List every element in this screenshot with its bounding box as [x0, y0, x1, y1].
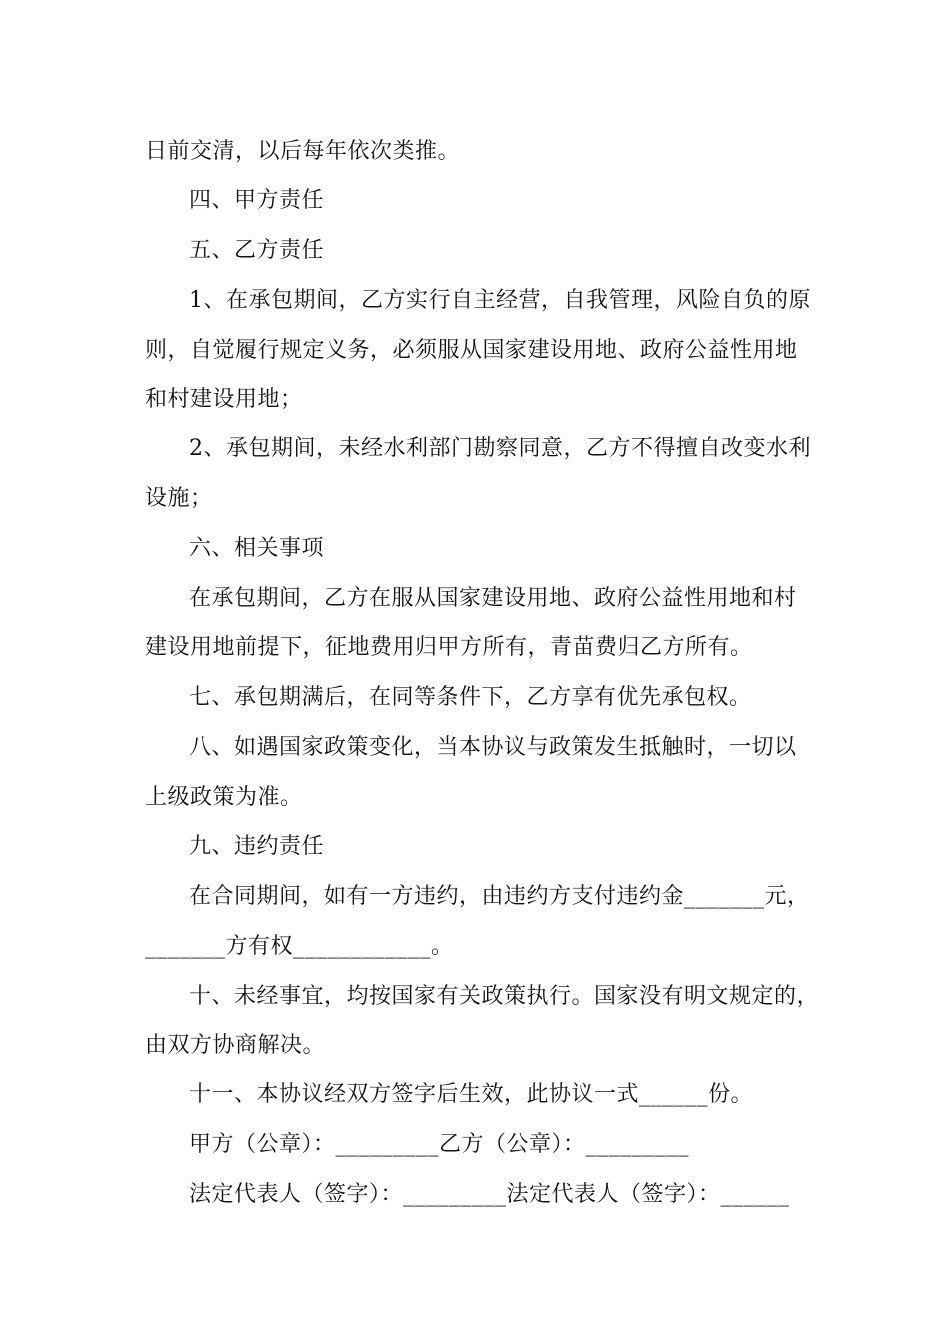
section-heading-7: 七、承包期满后，在同等条件下，乙方享有优先承包权。	[189, 685, 752, 710]
text-line-17: _______方有权____________。	[145, 934, 454, 959]
text-line-1: 日前交清，以后每年依次类推。	[145, 139, 461, 164]
section-heading-11: 十一、本协议经双方签字后生效，此协议一式______份。	[189, 1082, 754, 1107]
text-line-6: 和村建设用地；	[145, 387, 303, 412]
text-line-19: 由双方协商解决。	[145, 1033, 326, 1058]
section-heading-4: 四、甲方责任	[189, 188, 325, 213]
text-line-7: 2、承包期间，未经水利部门勘察同意，乙方不得擅自改变水利	[189, 436, 811, 461]
text-line-16: 在合同期间，如有一方违约，由违约方支付违约金_______元，	[189, 884, 810, 909]
signature-party-line: 甲方（公章）：_________乙方（公章）：_________	[189, 1132, 690, 1157]
section-heading-9: 九、违约责任	[189, 834, 325, 859]
section-heading-10: 十、未经事宜，均按国家有关政策执行。国家没有明文规定的，	[189, 984, 820, 1009]
section-heading-6: 六、相关事项	[189, 536, 325, 561]
text-line-10: 在承包期间，乙方在服从国家建设用地、政府公益性用地和村	[189, 586, 797, 611]
section-heading-5: 五、乙方责任	[189, 238, 325, 263]
section-heading-8: 八、如遇国家政策变化，当本协议与政策发生抵触时，一切以	[189, 735, 797, 760]
signature-representative-line: 法定代表人（签字）：_________法定代表人（签字）：______	[189, 1182, 790, 1207]
text-line-11: 建设用地前提下，征地费用归甲方所有，青苗费归乙方所有。	[145, 635, 753, 660]
text-line-14: 上级政策为准。	[145, 785, 303, 810]
text-line-8: 设施；	[145, 486, 213, 511]
text-line-5: 则，自觉履行规定义务，必须服从国家建设用地、政府公益性用地	[145, 338, 798, 363]
text-line-4: 1、在承包期间，乙方实行自主经营，自我管理，风险自负的原	[189, 288, 811, 313]
